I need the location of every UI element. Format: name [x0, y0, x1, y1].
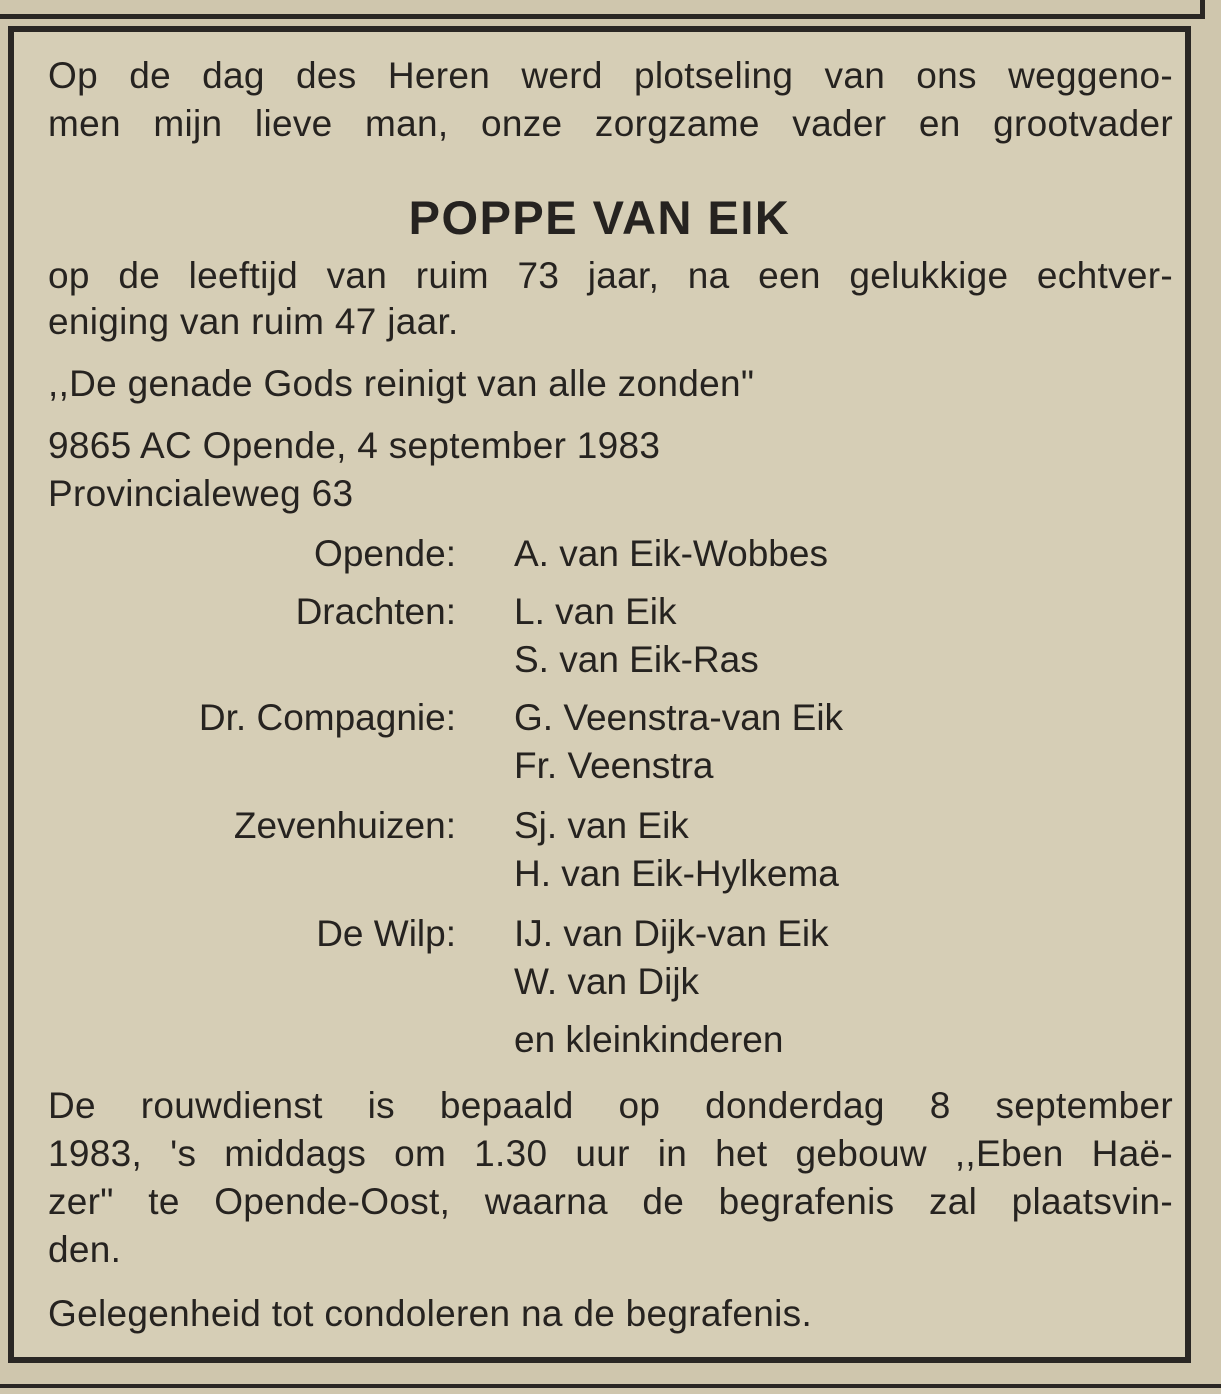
condolences: Gelegenheid tot condoleren na de begrafenis.: [48, 1293, 813, 1334]
address-line-1: 9865 AC Opende, 4 september 1983: [48, 425, 661, 466]
intro-line-1: Op de dag des Heren werd plotseling van ons weggeno-: [48, 55, 1173, 96]
age-line-2: eniging van ruim 47 jaar.: [48, 301, 459, 342]
top-border-rule: [0, 0, 1205, 19]
family-member: L. van Eik: [514, 591, 677, 632]
service-line-4: den.: [48, 1229, 122, 1270]
family-member: G. Veenstra-van Eik: [514, 697, 844, 738]
family-place-de-wilp: De Wilp:: [316, 913, 456, 954]
grandchildren: en kleinkinderen: [514, 1019, 784, 1060]
death-notice: [8, 26, 1191, 1363]
address-line-2: Provincialeweg 63: [48, 473, 354, 514]
age-line-1: op de leeftijd van ruim 73 jaar, na een gelukkige echtver-: [48, 255, 1173, 296]
service-line-2: 1983, 's middags om 1.30 uur in het gebouw ,,Eben Haë-: [48, 1133, 1173, 1174]
family-member: A. van Eik-Wobbes: [514, 533, 828, 574]
intro-line-2: men mijn lieve man, onze zorgzame vader en grootvader: [48, 103, 1173, 144]
service-line-1: De rouwdienst is bepaald op donderdag 8 september: [48, 1085, 1173, 1126]
service-line-3: zer" te Opende-Oost, waarna de begrafenis zal plaatsvin-: [48, 1181, 1173, 1222]
family-place-dr-compagnie: Dr. Compagnie:: [198, 697, 456, 738]
deceased-name: POPPE VAN EIK: [408, 191, 791, 244]
bottom-border-rule: [0, 1384, 1221, 1388]
family-member: H. van Eik-Hylkema: [514, 853, 839, 894]
family-member: IJ. van Dijk-van Eik: [514, 913, 829, 954]
family-place-zevenhuizen: Zevenhuizen:: [233, 805, 456, 846]
scripture-quote: ,,De genade Gods reinigt van alle zonden": [48, 363, 755, 404]
family-place-opende: Opende:: [314, 533, 456, 574]
family-place-drachten: Drachten:: [295, 591, 456, 632]
family-member: Sj. van Eik: [514, 805, 689, 846]
family-member: W. van Dijk: [514, 961, 700, 1002]
family-member: Fr. Veenstra: [514, 745, 714, 786]
family-member: S. van Eik-Ras: [514, 639, 759, 680]
